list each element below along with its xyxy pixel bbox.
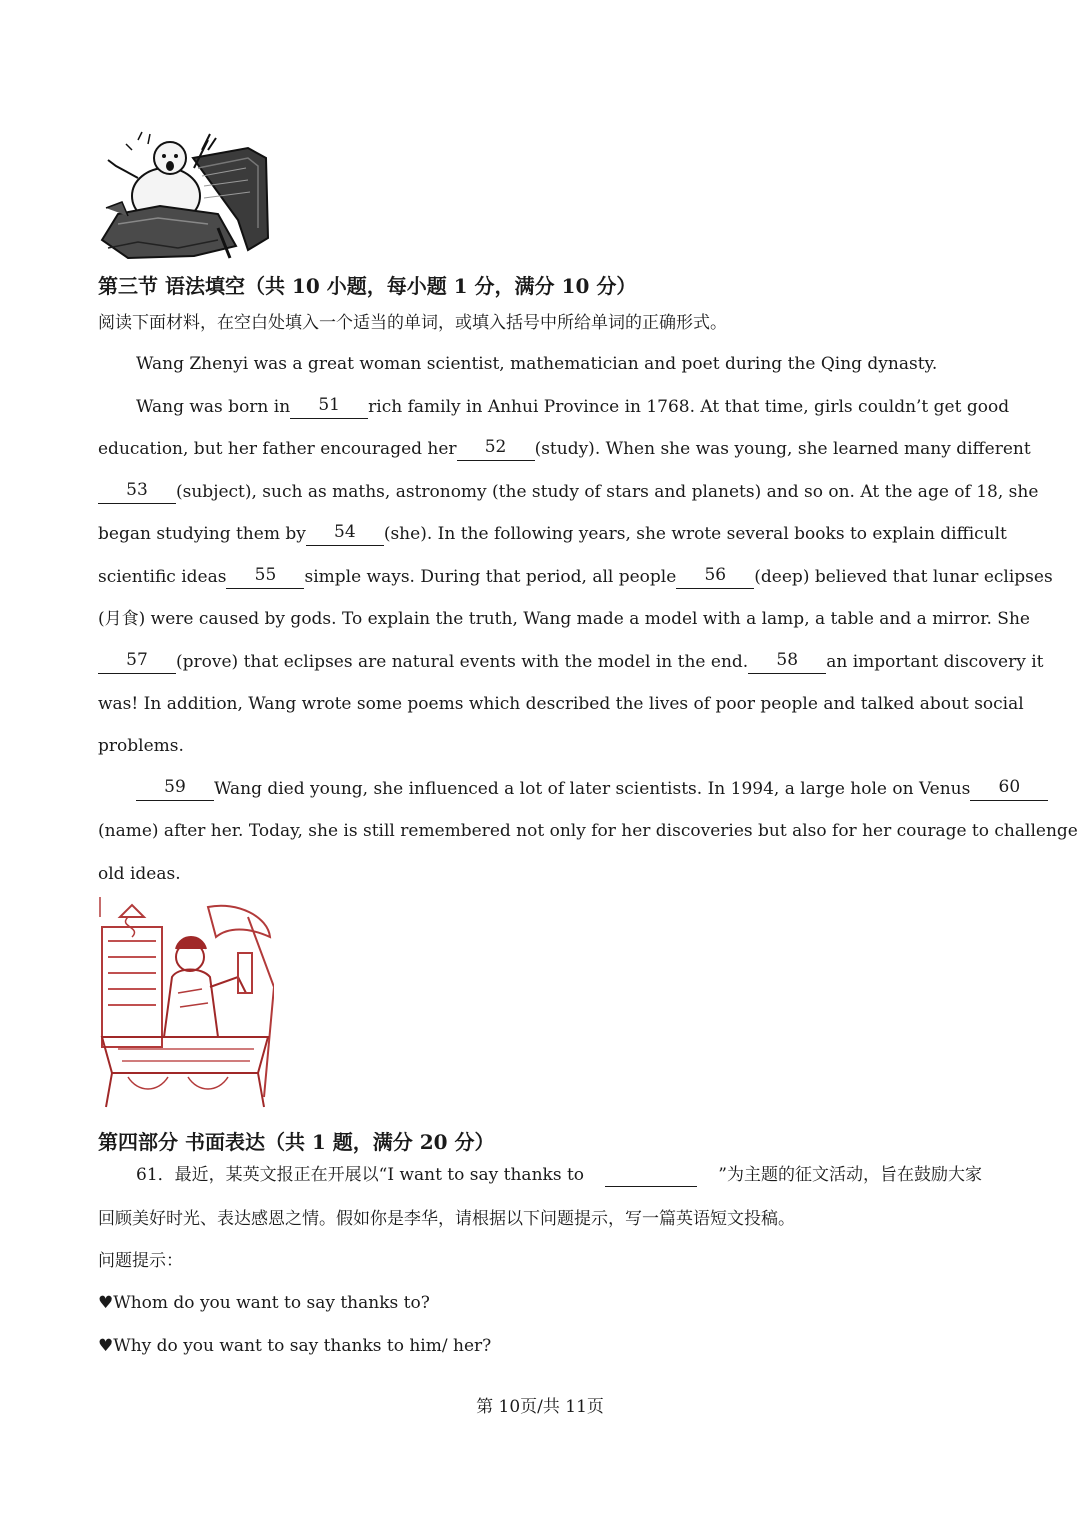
passage-text: simple ways. During that period, all people (304, 567, 677, 587)
passage-text: (study). When she was young, she learned many different (534, 439, 1031, 459)
hint-item-2: ♥Why do you want to say thanks to him/ her? (98, 1336, 492, 1356)
section-3-instruction: 阅读下面材料，在空白处填入一个适当的单词，或填入括号中所给单词的正确形式。 (98, 313, 727, 333)
passage-text: began studying them by (98, 524, 306, 544)
passage-line: problems. (98, 736, 184, 756)
passage-line (98, 480, 1039, 504)
blank-53: 53 (98, 480, 176, 504)
passage-line (98, 565, 1053, 589)
passage-text: Wang died young, she influenced a lot of later scientists. In 1994, a large hole on Venus (214, 779, 971, 799)
passage-text: (prove) that eclipses are natural events with the model in the end. (176, 652, 749, 672)
cartoon-armchair-illustration (98, 128, 274, 262)
passage-line: (月食) were caused by gods. To explain the truth, Wang made a model with a lamp, a table and a mirror. She (98, 609, 1030, 629)
question-61-text: ”为主题的征文活动，旨在鼓励大家 (718, 1165, 982, 1185)
blank-54: 54 (306, 522, 384, 546)
passage-text: education, but her father encouraged her (98, 439, 457, 459)
passage-paragraph-1: Wang Zhenyi was a great woman scientist, mathematician and poet during the Qing dynasty. (136, 354, 938, 374)
blank-60: 60 (970, 777, 1048, 801)
blank-57: 57 (98, 650, 176, 674)
question-61-text: 61．最近，某英文报正在开展以“I want to say thanks to (136, 1165, 585, 1185)
blank-56: 56 (676, 565, 754, 589)
passage-line: was! In addition, Wang wrote some poems which described the lives of poor people and talked about social (98, 694, 1024, 714)
passage-text: Wang was born in (136, 397, 291, 417)
wang-zhenyi-illustration (98, 897, 274, 1117)
blank-51: 51 (290, 395, 368, 419)
passage-text: (subject), such as maths, astronomy (the study of stars and planets) and so on. At the age of 18, she (176, 482, 1039, 502)
hint-item-1: ♥Whom do you want to say thanks to? (98, 1293, 430, 1313)
passage-line (136, 395, 1010, 419)
passage-text: scientific ideas (98, 567, 227, 587)
part-4-title: 第四部分 书面表达（共 1 题，满分 20 分） (98, 1130, 495, 1154)
passage-line: (name) after her. Today, she is still remembered not only for her discoveries but also for her courage to challenge (98, 821, 1078, 841)
passage-line (98, 522, 1007, 546)
passage-text: an important discovery it (826, 652, 1044, 672)
blank-59: 59 (136, 777, 214, 801)
passage-line (136, 777, 1021, 801)
page-number: 第 10页/共 11页 (476, 1397, 604, 1417)
passage-line (98, 437, 1031, 461)
passage-text: (deep) believed that lunar eclipses (754, 567, 1053, 587)
question-61-blank (605, 1163, 697, 1187)
passage-line: old ideas. (98, 864, 181, 884)
passage-line (98, 650, 1044, 674)
passage-text: (she). In the following years, she wrote several books to explain difficult (383, 524, 1007, 544)
question-61-line-1 (136, 1163, 982, 1187)
question-61-line-2: 回顾美好时光、表达感恩之情。假如你是李华，请根据以下问题提示，写一篇英语短文投稿。 (98, 1209, 795, 1229)
blank-55: 55 (226, 565, 304, 589)
section-3-title: 第三节 语法填空（共 10 小题，每小题 1 分，满分 10 分） (98, 274, 637, 298)
blank-58: 58 (748, 650, 826, 674)
blank-52: 52 (457, 437, 535, 461)
hint-label: 问题提示： (98, 1251, 183, 1271)
passage-text: rich family in Anhui Province in 1768. At that time, girls couldn’t get good (368, 397, 1010, 417)
